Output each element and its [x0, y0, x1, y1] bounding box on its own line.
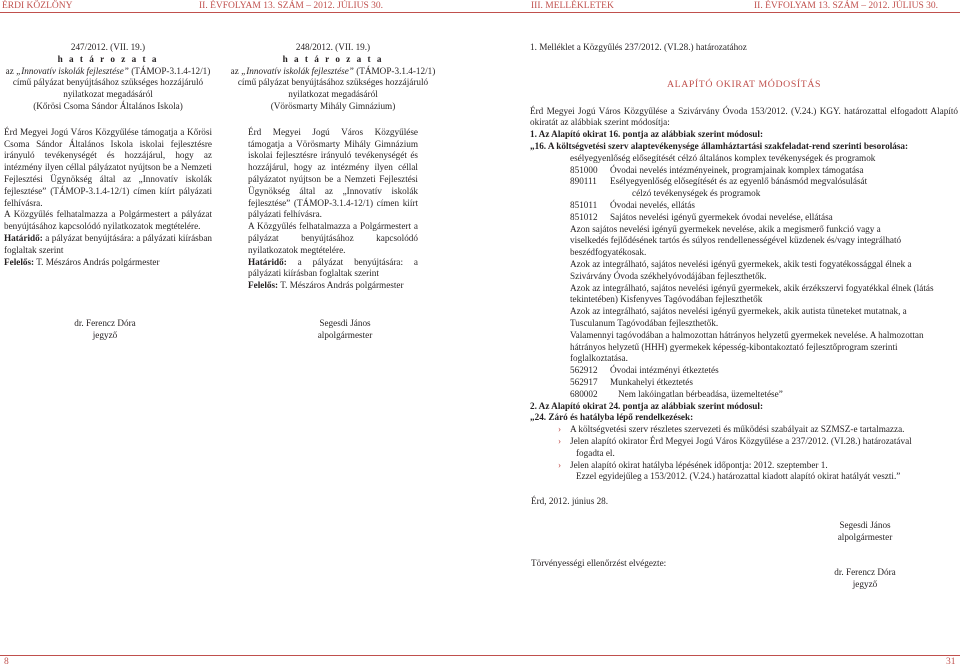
activity-code-row: 851000 Óvodai nevelés intézményeinek, programjainak komplex támogatása: [570, 164, 864, 175]
amendment-text: viselkedés fejlődésének tartós és súlyos rendellenességével küzdenek és/vagy integrálható: [570, 235, 902, 246]
journal-issue-right: II. ÉVFOLYAM 13. SZÁM – 2012. JÚLIUS 30.: [754, 1, 939, 11]
resolution-title-line: nyilatkozat megadásáról: [288, 89, 378, 100]
resolution-deadline: Határidő: a pályázat benyújtására: a pályázati kiírásban foglaltak szerint: [248, 256, 418, 279]
annex-amendment: [530, 42, 958, 483]
document-title: ALAPÍTÓ OKIRAT MÓDOSÍTÁS: [666, 78, 822, 90]
activity-code-row: 680002 Nem lakóingatlan bérbeadása, üzemeltetése”: [570, 388, 783, 399]
activity-code-row: 851011 Óvodai nevelés, ellátás: [570, 199, 695, 210]
amendment-item: 1. Az Alapító okirat 16. pontja az alábbiak szerint módosul:: [530, 129, 764, 140]
resolution-title-line: az „Innovatív iskolák fejlesztése” (TÁMOP-3.1.4-12/1): [230, 65, 436, 76]
amendment-text: Azon sajátos nevelési igényű gyermekek nevelése, akik a megismerő funkció vagy a: [570, 223, 881, 234]
amendment-text: hátrányos helyzetű (HHH) gyermekek képesség-kibontakoztató fejlesztőprogram szerinti: [570, 341, 898, 352]
signature-block: [50, 318, 160, 342]
amendment-text: célzó tevékenységek és programok: [632, 188, 761, 199]
signature-block: [810, 567, 920, 591]
document-date: Érd, 2012. június 28.: [531, 496, 609, 506]
resolution-authorization: A Közgyűlés felhatalmazza a Polgármestert a pályázat benyújtásához kapcsolódó nyilatkozatok megtételére.: [248, 221, 418, 255]
signatory-name: dr. Ferencz Dóra: [834, 567, 896, 577]
amendment-text: Azok az integrálható, sajátos nevelési igényű gyermekek, akik autista tüneteket mutatnak, a: [570, 306, 907, 317]
header-divider: [0, 12, 960, 13]
resolution-title-line: nyilatkozat megadásáról: [63, 89, 153, 100]
resolution-number: 248/2012. (VII. 19.): [295, 42, 371, 52]
activity-code-row: 562912 Óvodai intézményi étkeztetés: [570, 365, 719, 376]
resolution-247: [4, 42, 212, 268]
amendment-text: Tusculanum Tagóvodában fejleszthetők.: [570, 317, 719, 328]
resolution-subject: (Kőrösi Csoma Sándor Általános Iskola): [33, 100, 183, 111]
legal-check-label: Törvényességi ellenőrzést elvégezte:: [531, 558, 667, 568]
amendment-text: Azok az integrálható, sajátos nevelési igényű gyermekek, akik testi fogyatékossággal élnek a: [570, 258, 912, 269]
signature-block: [810, 520, 920, 544]
resolution-248: [230, 42, 436, 292]
amendment-text: foglalkoztatása.: [570, 353, 628, 364]
resolution-subject: (Vörösmarty Mihály Gimnázium): [270, 100, 396, 111]
provision-bullet: › Jelen alapító okirat hatályba lépésének időpontja: 2012. szeptember 1.: [530, 460, 958, 472]
resolution-number: 247/2012. (VII. 19.): [70, 42, 146, 52]
amendment-point: „16. A költségvetési szerv alaptevékenysége államháztartási szakfeladat-rend szerinti besorolása:: [530, 140, 909, 151]
amendment-text: Szivárvány Óvoda székhelyóvodájában fejleszthetők.: [570, 270, 767, 281]
resolution-kind: h a t á r o z a t a: [57, 53, 159, 64]
amendment-intro: Érd Megyei Jogú Város Közgyűlése a Szivárvány Óvoda 153/2012. (V.24.) KGY. határozattal elfogadott Alapító okiratát az alábbiak szerint módosítja:: [530, 105, 958, 128]
activity-code-row: 562917 Munkahelyi étkeztetés: [570, 376, 693, 387]
provision-bullet-cont: Ezzel egyidejűleg a 153/2012. (V.24.) határozattal kiadott alapító okirat hatályát veszti.”: [576, 471, 901, 482]
amendment-text: beszédfogyatékosak.: [570, 247, 647, 258]
activity-code-row: 890111 Esélyegyenlőség elősegítését és az egyenlő bánásmód megvalósulását: [570, 176, 868, 187]
signatory-name: Segesdi János: [319, 318, 371, 328]
signatory-name: Segesdi János: [839, 520, 891, 530]
resolution-body: Érd Megyei Jogú Város Közgyűlése támogatja a Kőrösi Csoma Sándor Általános Iskola iskolai fejlesztésre irányuló tevékenységét és hozzájárul, hogy az intézmény ilyen céllal pályázatot nyújtson be a Nemzeti Fejlesztési Ügynökség által az „Innovatív iskolák fejlesztése” (TÁMOP-3.1.4-12/1) címen kiírt pályázati felhívásra.: [4, 126, 212, 208]
resolution-responsible: Felelős: T. Mészáros András polgármester: [248, 280, 404, 291]
activity-code-row: 851012 Sajátos nevelési igényű gyermekek óvodai nevelése, ellátása: [570, 211, 833, 222]
signatory-name: dr. Ferencz Dóra: [74, 318, 136, 328]
provision-bullet: › Jelen alapító okirator Érd Megyei Jogú Város Közgyűlése a 237/2012. (VI.28.) határozatával: [530, 436, 958, 448]
signatory-title: jegyző: [852, 578, 878, 589]
resolution-deadline: Határidő: a pályázat benyújtására: a pályázati kiírásban foglaltak szerint: [4, 232, 212, 255]
signatory-title: jegyző: [92, 329, 118, 340]
amendment-text: tekintetében) Kisfenyves Tagóvodában fejleszthetők: [570, 294, 763, 305]
provision-bullet: › A költségvetési szerv részletes szervezeti és működési szabályait az SZMSZ-e tartalmazza.: [530, 424, 958, 436]
page-number-right: 31: [946, 657, 956, 667]
page-number-left: 8: [4, 657, 9, 667]
amendment-text: Valamennyi tagóvodában a halmozottan hátrányos helyzetű gyermekek nevelése. A halmozottan: [570, 329, 924, 340]
amendment-item: 2. Az Alapító okirat 24. pontja az alábbiak szerint módosul:: [530, 400, 764, 411]
signature-block: [290, 318, 400, 342]
amendment-text: Azok az integrálható, sajátos nevelési igényű gyermekek, akik érzékszervi fogyatékkal élnek (látás: [570, 282, 934, 293]
signatory-title: alpolgármester: [837, 531, 893, 542]
resolution-body: Érd Megyei Jogú Város Közgyűlése támogatja a Vörösmarty Mihály Gimnázium iskolai fejlesztésre irányuló tevékenységét és hozzájárul, hogy az intézmény ilyen céllal pályázatot nyújtson be a Nemzeti Fejlesztési Ügynökség által az „Innovatív iskolák fejlesztése” (TÁMOP-3.1.4-12/1) címen kiírt pályázati felhívásra.: [248, 126, 418, 220]
section-name: III. MELLÉKLETEK: [531, 1, 614, 11]
provision-bullet-cont: fogadta el.: [576, 447, 615, 458]
resolution-authorization: A Közgyűlés felhatalmazza a Polgármestert a pályázat benyújtásához kapcsolódó nyilatkozatok megtételére.: [4, 209, 212, 232]
resolution-title-line: az „Innovatív iskolák fejlesztése” (TÁMOP-3.1.4-12/1): [5, 65, 211, 76]
journal-issue-left: II. ÉVFOLYAM 13. SZÁM – 2012. JÚLIUS 30.: [199, 1, 384, 11]
resolution-responsible: Felelős: T. Mészáros András polgármester: [4, 256, 160, 267]
resolution-kind: h a t á r o z a t a: [282, 53, 384, 64]
amendment-point: „24. Záró és hatályba lépő rendelkezések:: [530, 412, 694, 423]
footer-divider: [0, 655, 960, 656]
resolution-title-line: című pályázat benyújtásához szükséges hozzájáruló: [12, 77, 204, 88]
resolution-title-line: című pályázat benyújtásához szükséges hozzájáruló: [237, 77, 429, 88]
journal-name: ÉRDI KÖZLÖNY: [2, 1, 73, 11]
amendment-text: esélyegyenlőség elősegítését célzó általános komplex tevékenységek és programok: [570, 152, 876, 163]
signatory-title: alpolgármester: [317, 329, 373, 340]
annex-heading: 1. Melléklet a Közgyűlés 237/2012. (VI.28.) határozatához: [530, 42, 747, 52]
